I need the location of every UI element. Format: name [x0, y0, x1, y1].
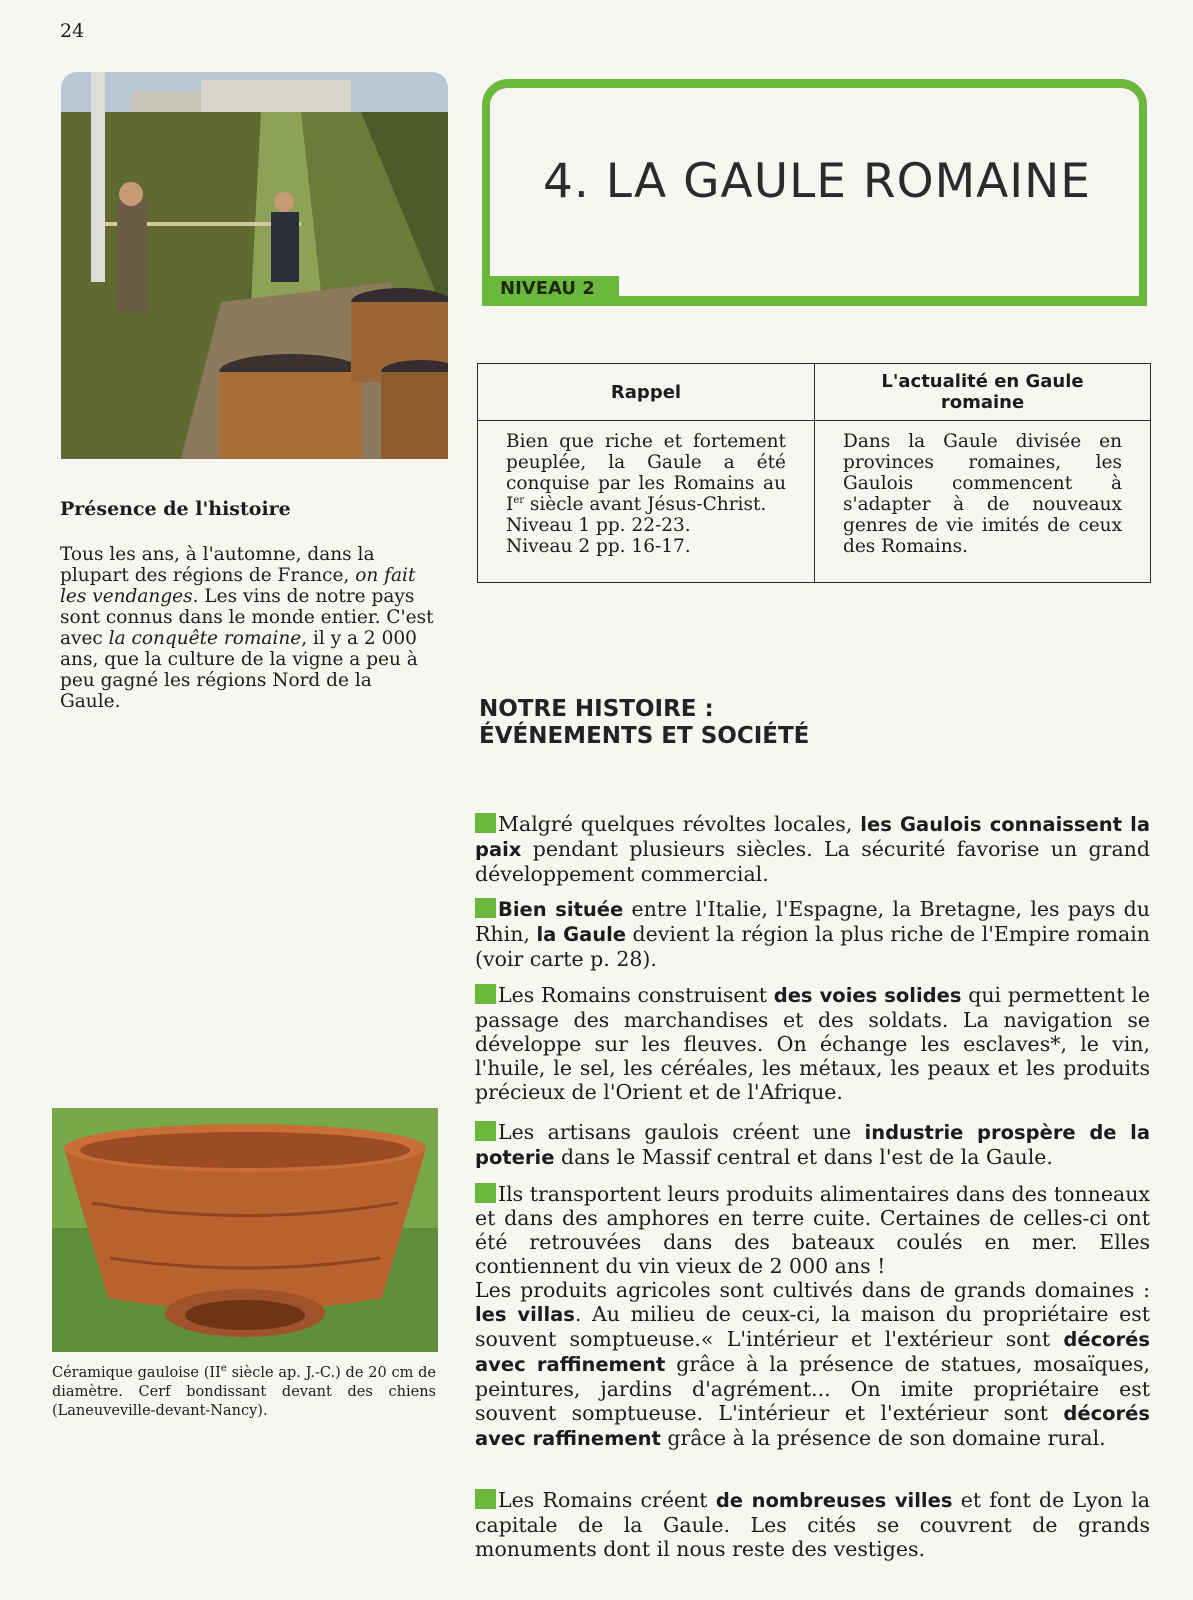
table-header-row	[478, 364, 1151, 421]
ceramic-bowl-photo	[52, 1108, 438, 1352]
bullet-square-icon	[475, 984, 496, 1004]
header-actualite: L'actualité en Gaule romaine	[815, 364, 1151, 421]
chapter-title: 4. LA GAULE ROMAINE	[543, 154, 1092, 209]
paragraph-villas: Ils transportent leurs produits alimentaires dans des tonneaux et dans des amphores en terre cuite. Certaines de celles-ci ont été retrouvées dans des bateaux coulés en mer. Elles contiennent du vin vieux de 2 000 ans ! Les produits agricoles sont cultivés dans de grands domaines : les villas. Au milieu de ceux-ci, la maison du propriétaire est souvent somptueuse.« L'intérieur et l'extérieur sont décorés avec raffinement grâce à la présence de statues, mosaïques, peintures, jardins d'agrément... On imite propriétaire est souvent somptueuse. L'intérieur et l'extérieur sont décorés avec raffinement grâce à la présence de son domaine rural.	[475, 1182, 1151, 1450]
paragraph-gaule-riche: Bien située entre l'Italie, l'Espagne, la Bretagne, les pays du Rhin, la Gaule devient la région la plus riche de l'Empire romain (voir carte p. 28).	[475, 897, 1150, 971]
bowl-photo-caption: Céramique gauloise (IIe siècle ap. J.-C.) de 20 cm de diamètre. Cerf bondissant devant des chiens (Laneuveville-devant-Nancy).	[52, 1363, 437, 1419]
table-row	[478, 421, 1151, 583]
cell-actualite: Dans la Gaule divisée en provinces romaines, les Gaulois commencent à s'adapter à de nouveaux genres de vie imités de ceux des Romains.	[815, 421, 1151, 583]
paragraph-villes: Les Romains créent de nombreuses villes et font de Lyon la capitale de la Gaule. Les cités se couvrent de grands monuments dont il nous reste des vestiges.	[475, 1488, 1150, 1561]
bullet-square-icon	[475, 1489, 496, 1509]
bullet-square-icon	[475, 1121, 496, 1141]
bullet-square-icon	[475, 813, 496, 833]
paragraph-paix: Malgré quelques révoltes locales, les Gaulois connaissent la paix pendant plusieurs siècles. La sécurité favorise un grand développement commercial.	[475, 812, 1150, 886]
bullet-square-icon	[475, 898, 496, 918]
recap-table	[477, 363, 1151, 583]
left-column-paragraph: Tous les ans, à l'automne, dans la plupart des régions de France, on fait les vendanges. Les vins de notre pays sont connus dans le monde entier. C'est avec la conquête romaine, il y a 2 000 ans, que la culture de la vigne a peu à peu gagné les régions Nord de la Gaule.	[60, 544, 434, 712]
left-column-heading: Présence de l'histoire	[60, 498, 291, 520]
paragraph-poterie: Les artisans gaulois créent une industrie prospère de la poterie dans le Massif central et dans l'est de la Gaule.	[475, 1120, 1150, 1169]
header-rappel: Rappel	[478, 364, 815, 421]
vineyard-harvest-photo	[61, 72, 448, 459]
cell-rappel: Bien que riche et fortement peuplée, la Gaule a été conquise par les Romains au Ier siècle avant Jésus-Christ. Niveau 1 pp. 22-23. Niveau 2 pp. 16-17.	[478, 421, 815, 583]
bullet-square-icon	[475, 1183, 496, 1203]
page-number: 24	[60, 20, 85, 42]
section-title: NOTRE HISTOIRE : ÉVÉNEMENTS ET SOCIÉTÉ	[479, 696, 810, 749]
level-label: NIVEAU 2	[500, 278, 595, 299]
paragraph-voies: Les Romains construisent des voies solides qui permettent le passage des marchandises et des soldats. La navigation se développe sur les fleuves. On échange les esclaves*, le vin, l'huile, le sel, les céréales, les métaux, les peaux et les produits précieux de l'Orient et de l'Afrique.	[475, 983, 1151, 1104]
